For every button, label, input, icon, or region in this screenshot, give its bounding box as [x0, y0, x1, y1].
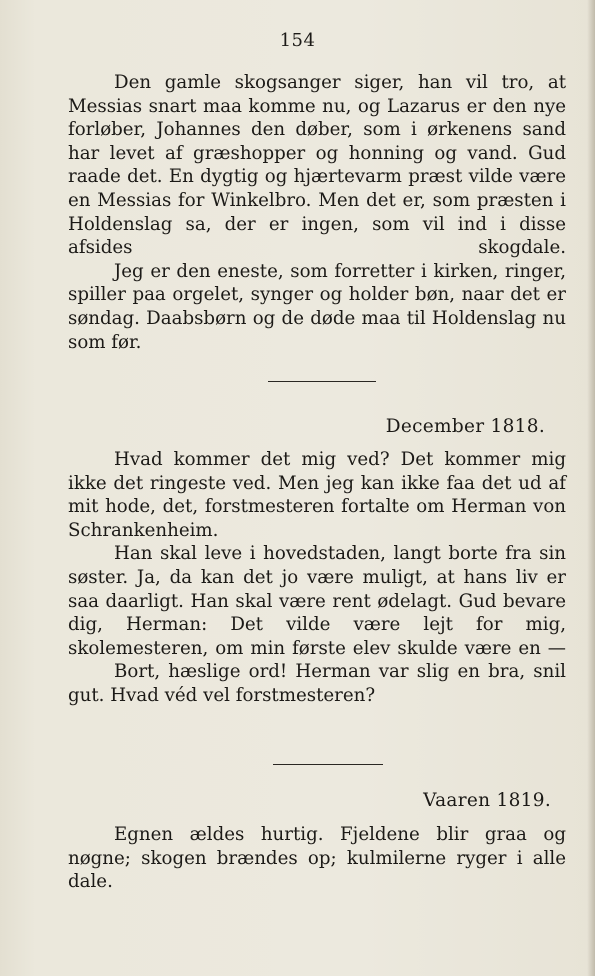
section-divider-2 [273, 764, 383, 765]
paragraph-6: Egnen ældes hurtig. Fjeldene blir graa og nøgne; skogen brændes op; kulmilerne ryger i alle dale. [68, 824, 566, 893]
section-2-text [68, 448, 566, 708]
paragraph-4: Han skal leve i hovedstaden, langt borte fra sin søster. Ja, da kan det jo være muligt, at hans liv er saa daarligt. Han skal være rent ødelagt. Gud bevare dig, Herman: Det vilde være lejt for mig, skolemesteren, om min første elev skulde være en — [68, 543, 566, 659]
section-divider-1 [268, 381, 376, 382]
paragraph-1: Den gamle skogsanger siger, han vil tro, at Messias snart maa komme nu, og Lazarus er den nye forløber, Johannes den døber, som i ørkenens sand har levet af græshopper og honning og vand. Gud raade det. En dygtig og hjærtevarm præst vilde være en Messias for Winkelbro. Men det er, som præsten i Holdenslag sa, der er ingen, som vil ind i disse afsides skogdale. [68, 72, 566, 259]
page-number: 154 [279, 30, 316, 51]
paragraph-3: Hvad kommer det mig ved? Det kommer mig ikke det ringeste ved. Men jeg kan ikke faa det ud af mit hode, det, forstmesteren fortalte om Herman von Schrankenheim. [68, 449, 566, 541]
paragraph-5: Bort, hæslige ord! Herman var slig en bra, snil gut. Hvad véd vel forstmesteren? [68, 661, 566, 706]
page-edge-shadow [587, 0, 595, 976]
section-heading-vaaren-1819: Vaaren 1819. [423, 790, 551, 811]
section-1-text [68, 71, 566, 354]
section-heading-december-1818: December 1818. [385, 416, 545, 437]
paragraph-2: Jeg er den eneste, som forretter i kirken, ringer, spiller paa orgelet, synger og holder bøn, naar det er søndag. Daabsbørn og de døde maa til Holdenslag nu som før. [68, 260, 566, 353]
section-3-text [68, 823, 566, 894]
